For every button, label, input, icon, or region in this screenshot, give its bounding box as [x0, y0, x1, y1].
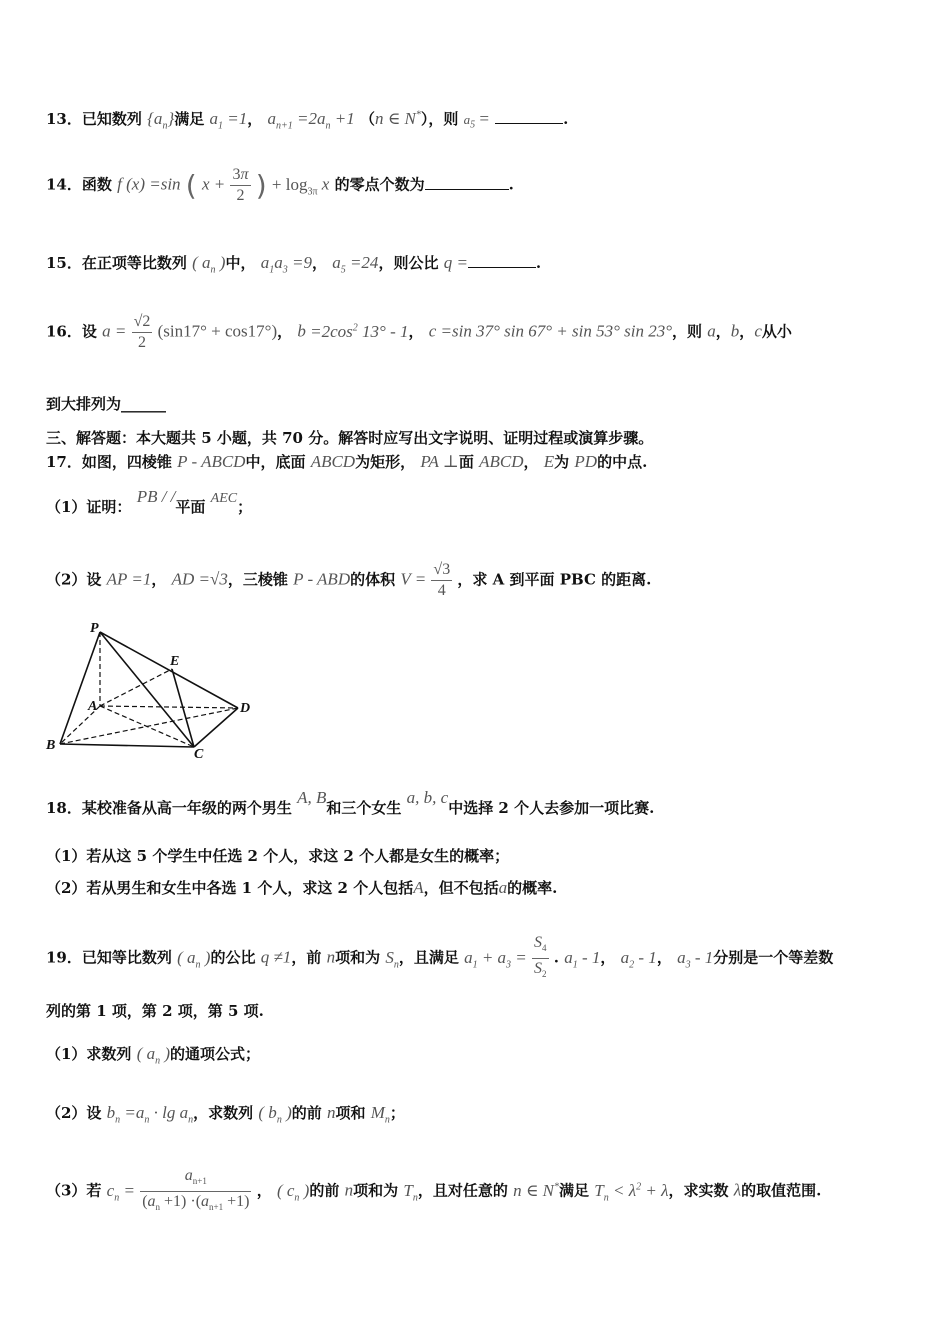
q19-continuation: 列的第 1 项，第 2 项，第 5 项. — [46, 1002, 264, 1020]
question-13: 13．已知数列 $\{a_n\}$满足 $a_1 =1$， $a_{n+1} =2a_n +1$ （n ∈ N*），则 $a_5$ = . — [46, 109, 569, 132]
q17-part-1: （1）证明： PB / /平面 AEC； — [46, 487, 253, 516]
answer-blank — [468, 253, 536, 268]
q14-number: 14． — [46, 175, 82, 194]
edge-bd — [60, 708, 238, 744]
label-a: A — [88, 699, 98, 714]
q16-number: 16． — [46, 322, 82, 341]
q16-continuation: 到大排列为______ — [46, 395, 167, 413]
question-14: 14．函数 f (x) =sin ( x + $\frac{3\pi}{2}$ ) + $\log_{3\pi} x$ 的零点个数为 . — [46, 166, 514, 204]
q18-number: 18． — [46, 799, 82, 817]
q13-number: 13． — [46, 110, 82, 128]
edge-ad — [100, 706, 238, 708]
label-p: P — [90, 621, 99, 636]
q17-part-2: （2）设 AP =1， AD =√3，三棱锥 P - ABD的体积 V = $\frac{√3}{4}$ ，求 A 到平面 PBC 的距离. — [46, 561, 652, 599]
answer-blank — [425, 175, 509, 190]
label-d: D — [240, 701, 251, 716]
question-18: 18．某校准备从高一年级的两个男生 A, B和三个女生 a, b, c中选择 2 个人去参加一项比赛. — [46, 788, 655, 817]
answer-blank — [495, 109, 563, 124]
edge-ec — [172, 669, 194, 747]
edge-ae — [100, 669, 172, 706]
q18-part-1: （1）若从这 5 个学生中任选 2 个人，求这 2 个人都是女生的概率； — [46, 847, 510, 865]
q15-number: 15． — [46, 254, 82, 272]
label-b: B — [46, 738, 56, 753]
q19-part-1: （1）求数列 ( $a_n$ )的通项公式； — [46, 1044, 261, 1067]
pyramid-figure — [44, 620, 264, 760]
question-16: 16．设 a = $\frac{√2}{2}$ (sin17° + cos17°)， $b =2\cos^2$ 13° - 1， c =sin 37° sin 67° + sin 53° sin 23°，则 a，b，c从小 — [46, 313, 792, 351]
q19-part-2: （2）设 $b_n =a_n \cdot \lg a_n$，求数列 ( $b_n$ )的前 n项和 $M_n$； — [46, 1103, 405, 1126]
edge-cd — [194, 708, 238, 747]
edge-bc — [60, 744, 194, 747]
question-15: 15．在正项等比数列 ( $a_n$ )中， $a_1a_3 =9$， $a_5 =24$，则公比 q = . — [46, 253, 542, 276]
section-3-heading: 三、解答题：本大题共 5 小题，共 70 分。解答时应写出文字说明、证明过程或演算步骤。 — [46, 429, 654, 447]
question-17: 17．如图，四棱锥 P - ABCD中，底面 ABCD为矩形， PA ⊥面 ABCD， E为 PD的中点. — [46, 452, 648, 471]
edge-pd — [100, 632, 238, 708]
q18-part-2: （2）若从男生和女生中各选 1 个人，求这 2 个人包括A，但不包括a的概率. — [46, 878, 558, 897]
q19-part-3: （3）若 $c_n$ = $\frac{a_{n+1}}{(a_n +1) \cdot(a_{n+1} +1)}$ ， ( $c_n$ )的前 n项和为 $T_n$，且对任意的 n ∈ N*满足 $T_n < \lambda^2 + \lambda$，求实数 λ的取值范围. — [46, 1167, 822, 1213]
q17-number: 17． — [46, 453, 82, 471]
label-e: E — [170, 654, 180, 669]
edge-pb — [60, 632, 100, 744]
q19-number: 19． — [46, 948, 82, 967]
question-19: 19．已知等比数列 ( $a_n$ )的公比 q ≠1，前 n项和为 $S_n$，且满足 $a_1 + a_3$ = $\frac{S_4}{S_2}$ . $a_1 - 1$， $a_2 - 1$， $a_3 - 1$分别是一个等差数 — [46, 934, 834, 980]
label-c: C — [194, 747, 204, 760]
edge-pc — [100, 632, 194, 747]
